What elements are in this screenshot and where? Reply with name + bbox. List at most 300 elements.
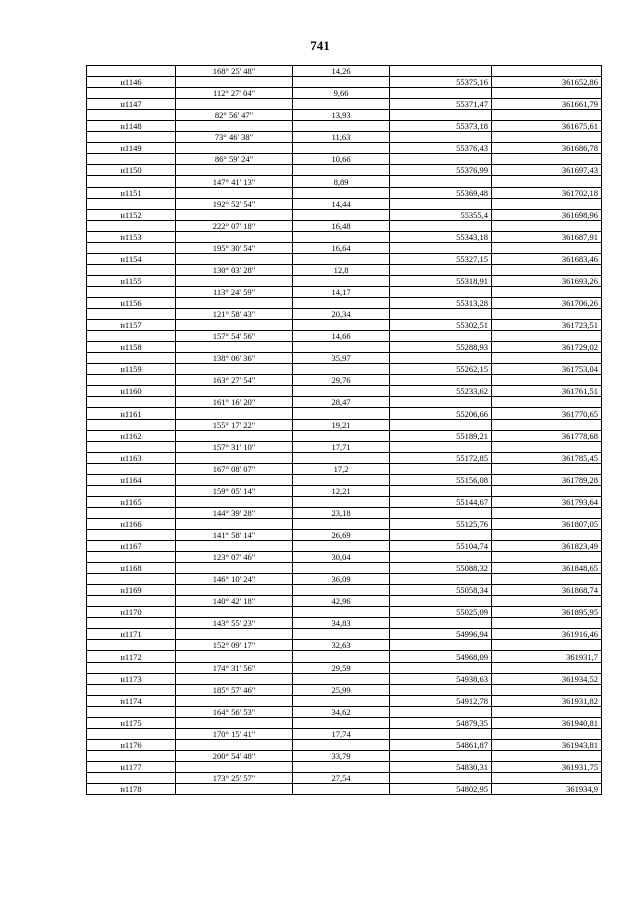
x-coordinate-cell: 54938,63 — [390, 673, 492, 684]
direction-angle-cell: 121° 58' 43" — [176, 309, 293, 320]
direction-angle-cell — [176, 739, 293, 750]
y-coordinate-cell — [492, 463, 602, 474]
y-coordinate-cell — [492, 242, 602, 253]
x-coordinate-cell: 54802,95 — [390, 784, 492, 795]
table-row — [87, 684, 602, 695]
distance-cell — [293, 187, 390, 198]
point-name-cell: н1148 — [87, 121, 176, 132]
distance-cell — [293, 386, 390, 397]
point-name-cell: н1158 — [87, 342, 176, 353]
y-coordinate-cell: 361934,52 — [492, 673, 602, 684]
distance-cell — [293, 253, 390, 264]
distance-cell — [293, 452, 390, 463]
x-coordinate-cell — [390, 463, 492, 474]
table-row — [87, 618, 602, 629]
x-coordinate-cell — [390, 618, 492, 629]
x-coordinate-cell — [390, 88, 492, 99]
point-name-cell: н1151 — [87, 187, 176, 198]
y-coordinate-cell — [492, 286, 602, 297]
y-coordinate-cell — [492, 640, 602, 651]
table-row — [87, 430, 602, 441]
point-name-cell — [87, 242, 176, 253]
distance-cell: 34,83 — [293, 618, 390, 629]
y-coordinate-cell — [492, 574, 602, 585]
table-row — [87, 397, 602, 408]
y-coordinate-cell — [492, 154, 602, 165]
y-coordinate-cell: 361895,95 — [492, 607, 602, 618]
point-name-cell: н1157 — [87, 320, 176, 331]
point-name-cell — [87, 397, 176, 408]
y-coordinate-cell: 361778,68 — [492, 430, 602, 441]
distance-cell: 25,99 — [293, 684, 390, 695]
point-name-cell: н1154 — [87, 253, 176, 264]
table-row — [87, 77, 602, 88]
point-name-cell — [87, 264, 176, 275]
table-row — [87, 717, 602, 728]
distance-cell: 16,48 — [293, 220, 390, 231]
table-row — [87, 342, 602, 353]
distance-cell — [293, 607, 390, 618]
direction-angle-cell: 138° 06' 36" — [176, 353, 293, 364]
y-coordinate-cell: 361687,91 — [492, 231, 602, 242]
distance-cell: 27,54 — [293, 773, 390, 784]
direction-angle-cell: 222° 07' 18" — [176, 220, 293, 231]
point-name-cell: н1159 — [87, 364, 176, 375]
table-row — [87, 121, 602, 132]
x-coordinate-cell — [390, 419, 492, 430]
x-coordinate-cell — [390, 264, 492, 275]
y-coordinate-cell: 361823,49 — [492, 541, 602, 552]
point-name-cell: н1175 — [87, 717, 176, 728]
y-coordinate-cell — [492, 66, 602, 77]
point-name-cell — [87, 88, 176, 99]
distance-cell — [293, 474, 390, 485]
x-coordinate-cell: 54996,94 — [390, 629, 492, 640]
table-row — [87, 375, 602, 386]
table-row — [87, 209, 602, 220]
direction-angle-cell: 200° 54' 48" — [176, 750, 293, 761]
direction-angle-cell — [176, 717, 293, 728]
distance-cell: 29,76 — [293, 375, 390, 386]
x-coordinate-cell — [390, 154, 492, 165]
x-coordinate-cell — [390, 640, 492, 651]
distance-cell — [293, 364, 390, 375]
table-row — [87, 88, 602, 99]
distance-cell: 12,21 — [293, 485, 390, 496]
table-row — [87, 739, 602, 750]
table-row — [87, 563, 602, 574]
y-coordinate-cell — [492, 596, 602, 607]
direction-angle-cell — [176, 430, 293, 441]
y-coordinate-cell: 361916,46 — [492, 629, 602, 640]
distance-cell: 26,69 — [293, 529, 390, 540]
x-coordinate-cell: 55355,4 — [390, 209, 492, 220]
point-name-cell — [87, 110, 176, 121]
direction-angle-cell: 161° 16' 20" — [176, 397, 293, 408]
direction-angle-cell — [176, 121, 293, 132]
table-row — [87, 607, 602, 618]
y-coordinate-cell — [492, 750, 602, 761]
x-coordinate-cell — [390, 176, 492, 187]
y-coordinate-cell: 361729,02 — [492, 342, 602, 353]
x-coordinate-cell: 55058,34 — [390, 585, 492, 596]
y-coordinate-cell — [492, 309, 602, 320]
direction-angle-cell — [176, 541, 293, 552]
y-coordinate-cell — [492, 419, 602, 430]
direction-angle-cell: 147° 41' 13" — [176, 176, 293, 187]
distance-cell: 28,47 — [293, 397, 390, 408]
direction-angle-cell — [176, 253, 293, 264]
point-name-cell: н1167 — [87, 541, 176, 552]
direction-angle-cell: 157° 31' 10" — [176, 441, 293, 452]
table-row — [87, 353, 602, 364]
table-row — [87, 496, 602, 507]
table-row — [87, 474, 602, 485]
y-coordinate-cell: 361702,18 — [492, 187, 602, 198]
point-name-cell: н1170 — [87, 607, 176, 618]
point-name-cell — [87, 596, 176, 607]
distance-cell — [293, 165, 390, 176]
table-row — [87, 165, 602, 176]
direction-angle-cell: 173° 25' 57" — [176, 773, 293, 784]
x-coordinate-cell: 55313,28 — [390, 297, 492, 308]
point-name-cell: н1176 — [87, 739, 176, 750]
distance-cell: 10,66 — [293, 154, 390, 165]
distance-cell — [293, 231, 390, 242]
direction-angle-cell — [176, 342, 293, 353]
direction-angle-cell: 170° 15' 41" — [176, 728, 293, 739]
point-name-cell: н1153 — [87, 231, 176, 242]
x-coordinate-cell: 55376,43 — [390, 143, 492, 154]
x-coordinate-cell — [390, 529, 492, 540]
table-row — [87, 552, 602, 563]
point-name-cell — [87, 750, 176, 761]
point-name-cell: н1147 — [87, 99, 176, 110]
distance-cell — [293, 143, 390, 154]
point-name-cell — [87, 574, 176, 585]
direction-angle-cell — [176, 297, 293, 308]
table-row — [87, 585, 602, 596]
y-coordinate-cell — [492, 728, 602, 739]
table-row — [87, 110, 602, 121]
distance-cell — [293, 695, 390, 706]
direction-angle-cell — [176, 585, 293, 596]
distance-cell — [293, 761, 390, 772]
x-coordinate-cell — [390, 596, 492, 607]
x-coordinate-cell — [390, 773, 492, 784]
direction-angle-cell: 146° 10' 24" — [176, 574, 293, 585]
point-name-cell — [87, 309, 176, 320]
direction-angle-cell: 152° 09' 17" — [176, 640, 293, 651]
distance-cell — [293, 121, 390, 132]
distance-cell — [293, 585, 390, 596]
x-coordinate-cell — [390, 110, 492, 121]
y-coordinate-cell: 361789,28 — [492, 474, 602, 485]
x-coordinate-cell — [390, 375, 492, 386]
y-coordinate-cell — [492, 375, 602, 386]
y-coordinate-cell: 361697,43 — [492, 165, 602, 176]
direction-angle-cell — [176, 364, 293, 375]
distance-cell: 16,64 — [293, 242, 390, 253]
direction-angle-cell: 192° 52' 54" — [176, 198, 293, 209]
y-coordinate-cell — [492, 507, 602, 518]
direction-angle-cell: 167° 08' 07" — [176, 463, 293, 474]
x-coordinate-cell — [390, 507, 492, 518]
y-coordinate-cell: 361793,64 — [492, 496, 602, 507]
table-row — [87, 220, 602, 231]
x-coordinate-cell: 54968,09 — [390, 651, 492, 662]
table-row — [87, 574, 602, 585]
point-name-cell — [87, 286, 176, 297]
direction-angle-cell: 113° 24' 59" — [176, 286, 293, 297]
x-coordinate-cell — [390, 441, 492, 452]
point-name-cell: н1169 — [87, 585, 176, 596]
direction-angle-cell: 157° 54' 56" — [176, 331, 293, 342]
point-name-cell: н1165 — [87, 496, 176, 507]
y-coordinate-cell: 361940,81 — [492, 717, 602, 728]
x-coordinate-cell: 55206,66 — [390, 408, 492, 419]
point-name-cell — [87, 198, 176, 209]
table-row — [87, 706, 602, 717]
table-row — [87, 286, 602, 297]
point-name-cell — [87, 419, 176, 430]
table-row — [87, 761, 602, 772]
table-row — [87, 518, 602, 529]
point-name-cell: н1178 — [87, 784, 176, 795]
direction-angle-cell: 164° 56' 53" — [176, 706, 293, 717]
distance-cell: 14,17 — [293, 286, 390, 297]
distance-cell: 35,97 — [293, 353, 390, 364]
table-row — [87, 187, 602, 198]
direction-angle-cell — [176, 761, 293, 772]
x-coordinate-cell: 55318,91 — [390, 275, 492, 286]
y-coordinate-cell — [492, 485, 602, 496]
distance-cell: 32,63 — [293, 640, 390, 651]
table-row — [87, 441, 602, 452]
coordinates-table — [86, 65, 602, 795]
y-coordinate-cell: 361706,26 — [492, 297, 602, 308]
x-coordinate-cell: 55156,08 — [390, 474, 492, 485]
distance-cell: 17,74 — [293, 728, 390, 739]
direction-angle-cell — [176, 673, 293, 684]
y-coordinate-cell: 361934,9 — [492, 784, 602, 795]
distance-cell: 29,59 — [293, 662, 390, 673]
page-number: 741 — [310, 38, 330, 53]
table-row — [87, 320, 602, 331]
y-coordinate-cell: 361683,46 — [492, 253, 602, 264]
point-name-cell: н1177 — [87, 761, 176, 772]
table-row — [87, 242, 602, 253]
table-row — [87, 784, 602, 795]
x-coordinate-cell: 55375,16 — [390, 77, 492, 88]
y-coordinate-cell — [492, 773, 602, 784]
x-coordinate-cell: 55288,93 — [390, 342, 492, 353]
y-coordinate-cell: 361753,04 — [492, 364, 602, 375]
x-coordinate-cell: 55373,18 — [390, 121, 492, 132]
table-row — [87, 297, 602, 308]
table-row — [87, 154, 602, 165]
distance-cell: 34,62 — [293, 706, 390, 717]
point-name-cell: н1164 — [87, 474, 176, 485]
point-name-cell — [87, 441, 176, 452]
distance-cell — [293, 99, 390, 110]
direction-angle-cell: 144° 39' 28" — [176, 507, 293, 518]
direction-angle-cell: 168° 25' 48" — [176, 66, 293, 77]
table-row — [87, 463, 602, 474]
direction-angle-cell — [176, 275, 293, 286]
point-name-cell — [87, 463, 176, 474]
distance-cell — [293, 673, 390, 684]
point-name-cell: н1149 — [87, 143, 176, 154]
direction-angle-cell — [176, 518, 293, 529]
point-name-cell — [87, 66, 176, 77]
distance-cell — [293, 77, 390, 88]
x-coordinate-cell — [390, 662, 492, 673]
y-coordinate-cell — [492, 353, 602, 364]
distance-cell — [293, 518, 390, 529]
distance-cell: 20,34 — [293, 309, 390, 320]
y-coordinate-cell — [492, 441, 602, 452]
direction-angle-cell — [176, 607, 293, 618]
direction-angle-cell — [176, 209, 293, 220]
y-coordinate-cell — [492, 706, 602, 717]
y-coordinate-cell — [492, 198, 602, 209]
table-row — [87, 275, 602, 286]
table-row — [87, 541, 602, 552]
point-name-cell — [87, 773, 176, 784]
y-coordinate-cell: 361693,26 — [492, 275, 602, 286]
table-row — [87, 673, 602, 684]
y-coordinate-cell: 361686,78 — [492, 143, 602, 154]
x-coordinate-cell: 55233,62 — [390, 386, 492, 397]
y-coordinate-cell: 361661,79 — [492, 99, 602, 110]
point-name-cell: н1150 — [87, 165, 176, 176]
distance-cell — [293, 784, 390, 795]
direction-angle-cell — [176, 452, 293, 463]
y-coordinate-cell: 361652,86 — [492, 77, 602, 88]
distance-cell — [293, 629, 390, 640]
table-row — [87, 728, 602, 739]
x-coordinate-cell: 55343,18 — [390, 231, 492, 242]
y-coordinate-cell — [492, 88, 602, 99]
direction-angle-cell — [176, 99, 293, 110]
y-coordinate-cell — [492, 110, 602, 121]
direction-angle-cell: 185° 57' 46" — [176, 684, 293, 695]
x-coordinate-cell — [390, 485, 492, 496]
distance-cell — [293, 275, 390, 286]
table-row — [87, 386, 602, 397]
point-name-cell — [87, 176, 176, 187]
y-coordinate-cell: 361785,45 — [492, 452, 602, 463]
point-name-cell: н1172 — [87, 651, 176, 662]
x-coordinate-cell — [390, 728, 492, 739]
x-coordinate-cell: 55189,21 — [390, 430, 492, 441]
table-row — [87, 309, 602, 320]
point-name-cell: н1156 — [87, 297, 176, 308]
distance-cell — [293, 430, 390, 441]
x-coordinate-cell — [390, 706, 492, 717]
y-coordinate-cell — [492, 331, 602, 342]
y-coordinate-cell: 361868,74 — [492, 585, 602, 596]
x-coordinate-cell — [390, 309, 492, 320]
x-coordinate-cell: 55172,85 — [390, 452, 492, 463]
point-name-cell: н1155 — [87, 275, 176, 286]
direction-angle-cell — [176, 143, 293, 154]
direction-angle-cell — [176, 496, 293, 507]
direction-angle-cell: 159° 05' 14" — [176, 485, 293, 496]
distance-cell — [293, 342, 390, 353]
distance-cell: 14,44 — [293, 198, 390, 209]
direction-angle-cell — [176, 784, 293, 795]
direction-angle-cell — [176, 165, 293, 176]
distance-cell: 17,2 — [293, 463, 390, 474]
y-coordinate-cell: 361770,65 — [492, 408, 602, 419]
table-row — [87, 773, 602, 784]
distance-cell: 36,09 — [293, 574, 390, 585]
y-coordinate-cell: 361675,61 — [492, 121, 602, 132]
direction-angle-cell: 82° 56' 47" — [176, 110, 293, 121]
x-coordinate-cell: 55262,15 — [390, 364, 492, 375]
point-name-cell — [87, 728, 176, 739]
x-coordinate-cell — [390, 397, 492, 408]
table-row — [87, 507, 602, 518]
y-coordinate-cell: 361807,05 — [492, 518, 602, 529]
x-coordinate-cell — [390, 286, 492, 297]
direction-angle-cell — [176, 563, 293, 574]
y-coordinate-cell: 361848,65 — [492, 563, 602, 574]
y-coordinate-cell — [492, 176, 602, 187]
direction-angle-cell — [176, 474, 293, 485]
point-name-cell — [87, 375, 176, 386]
x-coordinate-cell: 54912,78 — [390, 695, 492, 706]
direction-angle-cell — [176, 651, 293, 662]
y-coordinate-cell: 361723,51 — [492, 320, 602, 331]
x-coordinate-cell — [390, 684, 492, 695]
direction-angle-cell — [176, 187, 293, 198]
distance-cell: 12,8 — [293, 264, 390, 275]
point-name-cell — [87, 220, 176, 231]
distance-cell — [293, 320, 390, 331]
direction-angle-cell: 123° 07' 46" — [176, 552, 293, 563]
x-coordinate-cell — [390, 331, 492, 342]
distance-cell — [293, 651, 390, 662]
table-row — [87, 231, 602, 242]
y-coordinate-cell — [492, 220, 602, 231]
point-name-cell: н1171 — [87, 629, 176, 640]
distance-cell: 14,66 — [293, 331, 390, 342]
x-coordinate-cell: 55125,76 — [390, 518, 492, 529]
distance-cell — [293, 408, 390, 419]
table-row — [87, 596, 602, 607]
table-row — [87, 364, 602, 375]
y-coordinate-cell: 361931,7 — [492, 651, 602, 662]
x-coordinate-cell: 55327,15 — [390, 253, 492, 264]
y-coordinate-cell: 361931,82 — [492, 695, 602, 706]
x-coordinate-cell — [390, 198, 492, 209]
table-row — [87, 66, 602, 77]
distance-cell — [293, 541, 390, 552]
point-name-cell — [87, 353, 176, 364]
table-row — [87, 253, 602, 264]
x-coordinate-cell: 55376,99 — [390, 165, 492, 176]
y-coordinate-cell — [492, 684, 602, 695]
x-coordinate-cell — [390, 132, 492, 143]
direction-angle-cell: 155° 17' 22" — [176, 419, 293, 430]
y-coordinate-cell — [492, 529, 602, 540]
point-name-cell — [87, 529, 176, 540]
table-row — [87, 408, 602, 419]
point-name-cell — [87, 618, 176, 629]
